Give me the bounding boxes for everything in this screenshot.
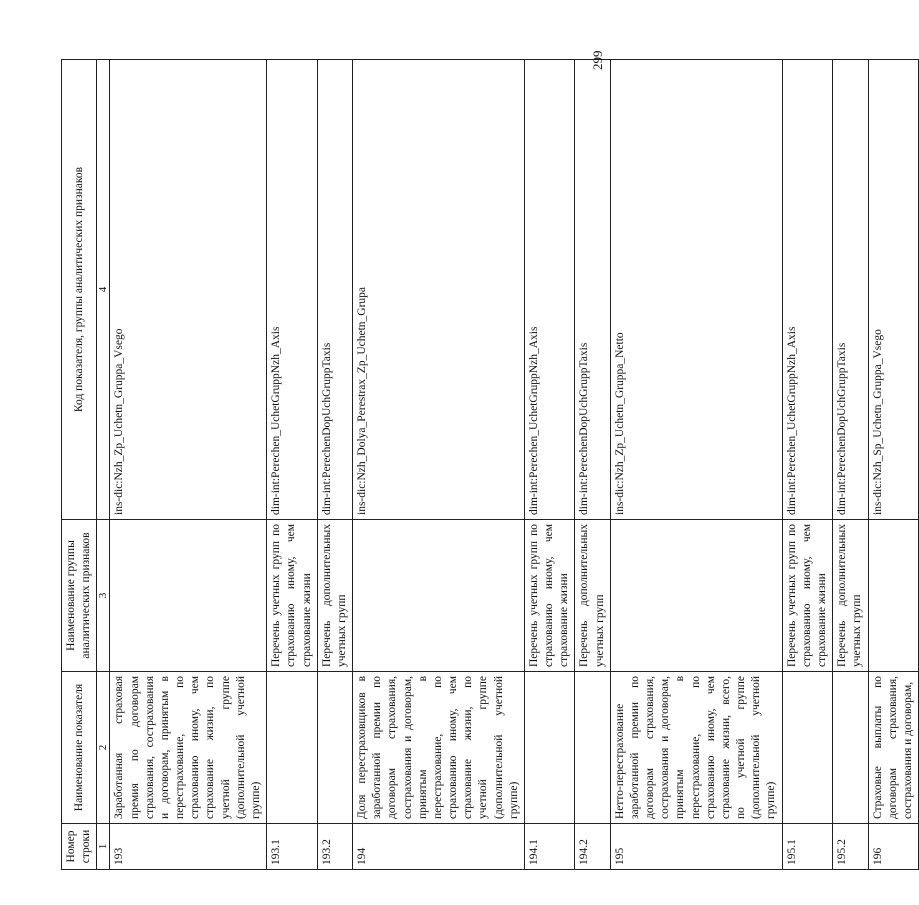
header-indicator-name: Наименование показателя <box>62 672 97 824</box>
indicator-code: ins-dic:Nzh_Zp_Uchetn_Gruppa_Vsego <box>110 60 267 520</box>
group-name <box>610 520 782 672</box>
indicator-code: ins-dic:Nzh_Sp_Uchetn_Gruppa_Vsego <box>868 60 919 520</box>
column-number: 4 <box>97 60 110 520</box>
row-number: 195 <box>610 824 782 870</box>
table-row <box>782 60 833 870</box>
group-name: Перечень дополнительных учетных групп <box>575 520 610 672</box>
header-code: Код показателя, группы аналитических признаков <box>62 60 97 520</box>
group-name <box>110 520 267 672</box>
row-number: 196 <box>868 824 919 870</box>
group-name <box>868 520 919 672</box>
group-name: Перечень учетных групп по страхованию иному, чем страхование жизни <box>524 520 575 672</box>
table-row <box>610 60 782 870</box>
row-number: 193.2 <box>317 824 352 870</box>
indicator-code: dim-int:PerechenDopUchGruppTaxis <box>833 60 868 520</box>
table-header-row <box>62 60 97 870</box>
rotated-table-container <box>61 60 914 870</box>
column-number-row <box>97 60 110 870</box>
table-row <box>524 60 575 870</box>
table-row <box>110 60 267 870</box>
group-name: Перечень учетных групп по страхованию иному, чем страхование жизни <box>267 520 318 672</box>
indicator-code: dim-int:PerechenDopUchGruppTaxis <box>317 60 352 520</box>
row-number: 193.1 <box>267 824 318 870</box>
table-row <box>833 60 868 870</box>
row-number: 194 <box>353 824 525 870</box>
indicator-name <box>524 672 575 824</box>
indicator-code: dim-int:PerechenDopUchGruppTaxis <box>575 60 610 520</box>
group-name <box>353 520 525 672</box>
page-number: 299 <box>590 50 605 70</box>
indicator-name: Страховые выплаты по договорам страхования, сострахования и договорам, <box>868 672 919 824</box>
indicator-name <box>267 672 318 824</box>
indicator-name <box>575 672 610 824</box>
column-number: 2 <box>97 672 110 824</box>
table-row <box>575 60 610 870</box>
row-number: 194.1 <box>524 824 575 870</box>
indicator-name: Заработанная страховая премия по договорам страхования, сострахования и договорам, принятым в перестрахование, по страхованию иному, чем страхование жизни, по учетной группе (дополнительной учетной группе) <box>110 672 267 824</box>
column-number: 3 <box>97 520 110 672</box>
row-number: 194.2 <box>575 824 610 870</box>
indicator-code: ins-dic:Nzh_Dolya_Perestrax_Zp_Uchetn_Grupa <box>353 60 525 520</box>
column-number: 1 <box>97 824 110 870</box>
page-number-container <box>590 40 618 80</box>
indicator-name <box>782 672 833 824</box>
indicator-name: Доля перестраховщиков в заработанной премии по договорам страхования, сострахования и договорам, принятым в перестрахование, по страхованию иному, чем страхование жизни, по учетной группе (дополнительной учетной группе) <box>353 672 525 824</box>
group-name: Перечень дополнительных учетных групп <box>833 520 868 672</box>
header-group-name: Наименование группы аналитических признаков <box>62 520 97 672</box>
table-row <box>317 60 352 870</box>
table-row <box>353 60 525 870</box>
table-row <box>868 60 919 870</box>
row-number: 193 <box>110 824 267 870</box>
row-number: 195.2 <box>833 824 868 870</box>
indicator-name <box>317 672 352 824</box>
table-row <box>267 60 318 870</box>
indicator-code: dim-int:Perechen_UchetGruppNzh_Axis <box>782 60 833 520</box>
indicator-table <box>61 59 919 870</box>
header-row-number: Номер строки <box>62 824 97 870</box>
indicator-code: dim-int:Perechen_UchetGruppNzh_Axis <box>267 60 318 520</box>
indicator-code: ins-dic:Nzh_Zp_Uchetn_Gruppa_Netto <box>610 60 782 520</box>
row-number: 195.1 <box>782 824 833 870</box>
indicator-code: dim-int:Perechen_UchetGruppNzh_Axis <box>524 60 575 520</box>
indicator-name: Нетто-перестрахование заработанной премии по договорам страхования, сострахования и договорам, принятым в перестрахование, по страхованию иному, чем страхование жизни, всего, по учетной группе (дополнительной учетной группе) <box>610 672 782 824</box>
group-name: Перечень учетных групп по страхованию иному, чем страхование жизни <box>782 520 833 672</box>
group-name: Перечень дополнительных учетных групп <box>317 520 352 672</box>
indicator-name <box>833 672 868 824</box>
